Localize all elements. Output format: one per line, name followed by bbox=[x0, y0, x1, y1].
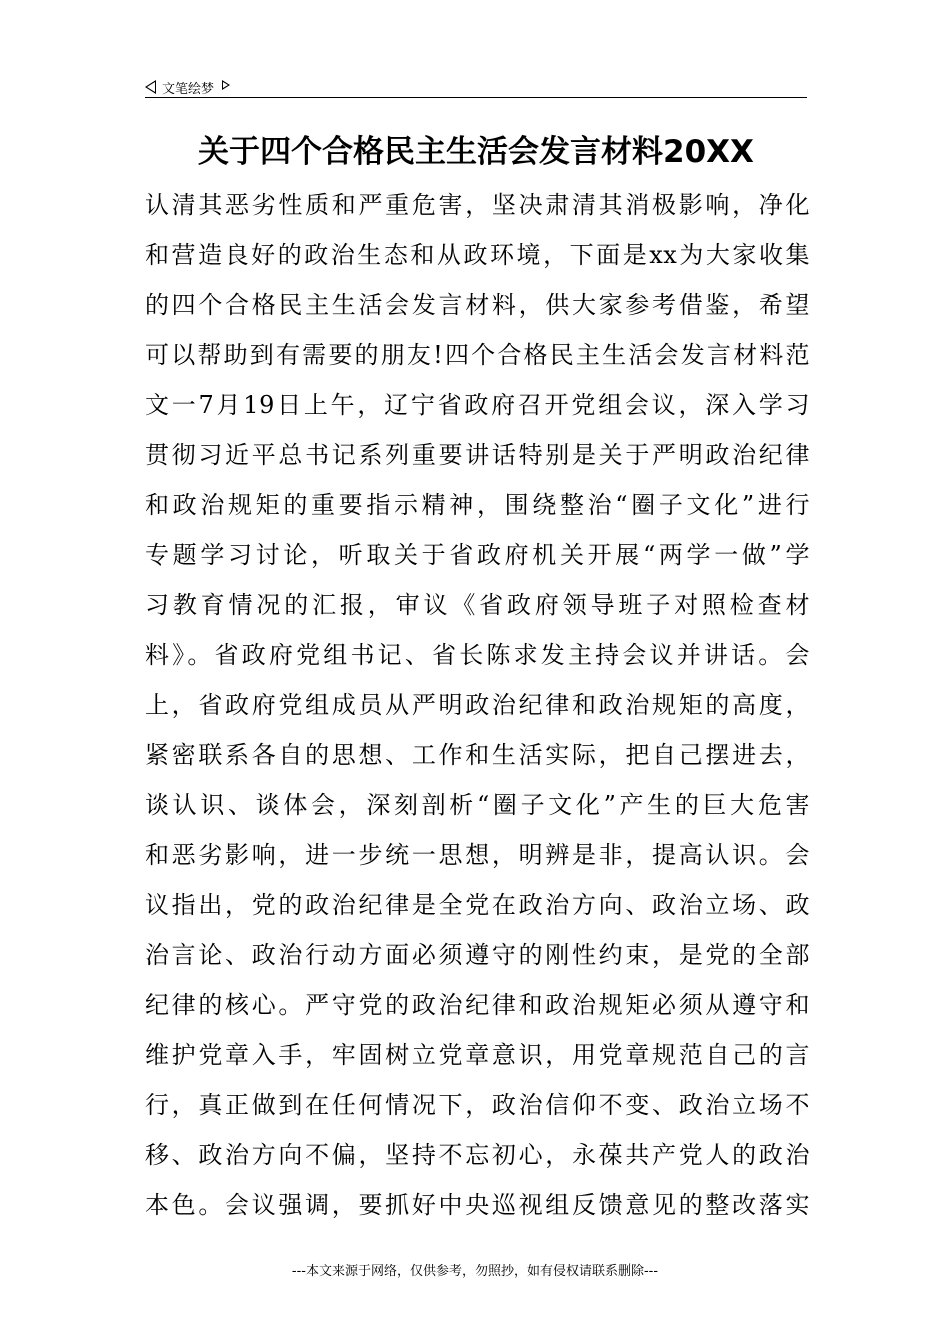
body-line: 可以帮助到有需要的朋友!四个合格民主生活会发言材料范 bbox=[145, 341, 810, 369]
body-line: 上，省政府党组成员从严明政治纪律和政治规矩的高度， bbox=[145, 691, 810, 719]
header-label: 文笔绘梦 bbox=[162, 81, 215, 97]
body-line: 本色。会议强调，要抓好中央巡视组反馈意见的整改落实 bbox=[145, 1191, 810, 1219]
body-line: 习教育情况的汇报，审议《省政府领导班子对照检查材 bbox=[145, 591, 810, 619]
triangle-right-icon bbox=[222, 80, 230, 90]
body-line: 谈认识、谈体会，深刻剖析“圈子文化”产生的巨大危害 bbox=[145, 791, 810, 819]
body-line: 料》。省政府党组书记、省长陈求发主持会议并讲话。会 bbox=[145, 641, 810, 669]
body-line: 紧密联系各自的思想、工作和生活实际，把自己摆进去， bbox=[145, 741, 810, 769]
body-line: 的四个合格民主生活会发言材料，供大家参考借鉴，希望 bbox=[145, 291, 810, 319]
header-divider bbox=[145, 97, 807, 98]
body-line: 纪律的核心。严守党的政治纪律和政治规矩必须从遵守和 bbox=[145, 991, 810, 1019]
document-body bbox=[145, 180, 810, 1230]
body-line: 和恶劣影响，进一步统一思想，明辨是非，提高认识。会 bbox=[145, 841, 810, 869]
body-line: 贯彻习近平总书记系列重要讲话特别是关于严明政治纪律 bbox=[145, 441, 810, 469]
triangle-left-icon bbox=[145, 80, 156, 94]
body-line: 移、政治方向不偏，坚持不忘初心，永葆共产党人的政治 bbox=[145, 1141, 810, 1169]
body-line: 议指出，党的政治纪律是全党在政治方向、政治立场、政 bbox=[145, 891, 810, 919]
body-line: 文一7月19日上午，辽宁省政府召开党组会议，深入学习 bbox=[145, 391, 810, 419]
body-line: 和政治规矩的重要指示精神，围绕整治“圈子文化”进行 bbox=[145, 491, 810, 519]
body-line: 认清其恶劣性质和严重危害，坚决肃清其消极影响，净化 bbox=[145, 191, 810, 219]
page-header bbox=[145, 76, 807, 98]
page-footer: ---本文来源于网络，仅供参考，勿照抄，如有侵权请联系删除--- bbox=[291, 1264, 659, 1279]
document-title: 关于四个合格民主生活会发言材料20XX bbox=[198, 134, 754, 170]
body-line: 专题学习讨论，听取关于省政府机关开展“两学一做”学 bbox=[145, 541, 810, 569]
body-line: 治言论、政治行动方面必须遵守的刚性约束，是党的全部 bbox=[145, 941, 810, 969]
body-line: 维护党章入手，牢固树立党章意识，用党章规范自己的言 bbox=[145, 1041, 810, 1069]
body-line: 行，真正做到在任何情况下，政治信仰不变、政治立场不 bbox=[145, 1091, 810, 1119]
body-line: 和营造良好的政治生态和从政环境，下面是xx为大家收集 bbox=[145, 241, 810, 269]
